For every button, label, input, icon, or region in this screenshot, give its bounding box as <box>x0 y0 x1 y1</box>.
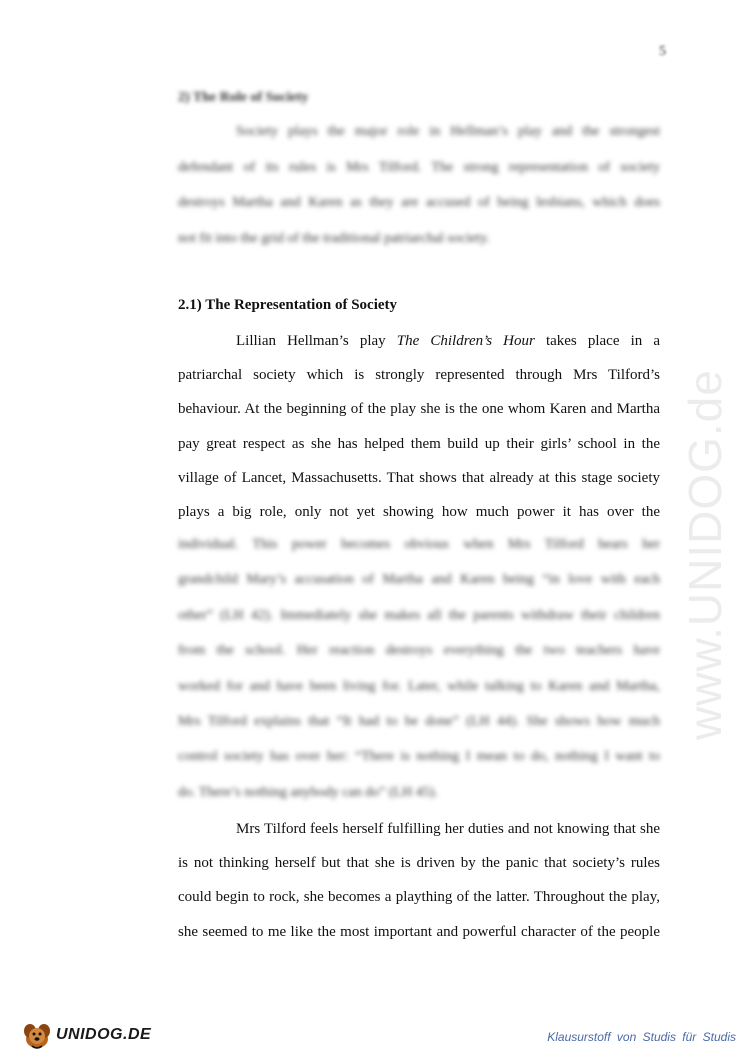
paragraph-line: could begin to rock, she becomes a plaything of the latter. Throughout the play, <box>178 889 660 906</box>
paragraph-line <box>178 324 660 358</box>
body-paragraph-2 <box>178 812 660 949</box>
watermark <box>648 280 738 740</box>
paragraph-line: patriarchal society which is strongly represented through Mrs Tilford’s <box>178 367 660 384</box>
paragraph-line: village of Lancet, Massachusetts. That shows that already at this stage society <box>178 469 660 486</box>
intro-paragraph <box>178 114 660 256</box>
paragraph-line: Mrs Tilford feels herself fulfilling her duties and not knowing that she <box>236 821 660 837</box>
blurred-line: from the school. Her reaction destroys everything the two teachers have <box>178 643 660 659</box>
paragraph-line: plays a big role, only not yet showing how much power it has over the <box>178 504 660 521</box>
footer-logo[interactable] <box>20 1018 151 1052</box>
paragraph-line: she seemed to me like the most important and powerful character of the people <box>178 923 660 940</box>
blurred-line: control society has over her: “There is nothing I mean to do, nothing I want to <box>178 749 660 765</box>
blurred-line: grandchild Mary’s accusation of Martha and Karen being “in love with each <box>178 572 660 588</box>
paragraph-line: behaviour. At the beginning of the play she is the one whom Karen and Martha <box>178 401 660 418</box>
body-paragraph-1 <box>178 324 660 529</box>
blurred-line: do. There’s nothing anybody can do” (LH 45). <box>178 784 438 800</box>
intro-line: not fit into the grid of the traditional patriarchal society. <box>178 230 490 246</box>
blurred-line: other” (LH 42). Immediately she makes all the parents withdraw their children <box>178 607 660 623</box>
line-text: Lillian Hellman’s play <box>236 333 386 349</box>
footer-tagline: Klausurstoff von Studis für Studis <box>547 1030 736 1044</box>
paragraph-line: is not thinking herself but that she is driven by the panic that society’s rules <box>178 855 660 872</box>
line-text: takes place in a <box>545 333 661 349</box>
intro-line: defendant of its rules is Mrs Tilford. The strong representation of society <box>178 159 660 175</box>
subsection-heading: 2.1) The Representation of Society <box>178 297 398 313</box>
blurred-line: worked for and have been living for. Later, while talking to Karen and Martha, <box>178 678 660 694</box>
play-title: The Children’s Hour <box>396 333 535 349</box>
blurred-line: Mrs Tilford explains that “It had to be done” (LH 44). She shows how much <box>178 714 660 730</box>
intro-line: destroys Martha and Karen as they are accused of being lesbians, which does <box>178 195 660 210</box>
paragraph-line: pay great respect as she has helped them build up their girls’ school in the <box>178 435 660 452</box>
logo-text: UNIDOG.DE <box>56 1026 152 1043</box>
page-number: 5 <box>659 44 666 59</box>
blurred-line: individual. This power becomes obvious when Mrs Tilford hears her <box>178 537 660 552</box>
intro-line: Society plays the major role in Hellman’s play and the strongest <box>236 124 660 139</box>
section-heading: 2) The Role of Society <box>178 90 309 105</box>
blurred-paragraph <box>178 527 660 810</box>
watermark-text: www.UNIDOG.de <box>679 369 731 740</box>
dog-icon <box>20 1019 54 1051</box>
